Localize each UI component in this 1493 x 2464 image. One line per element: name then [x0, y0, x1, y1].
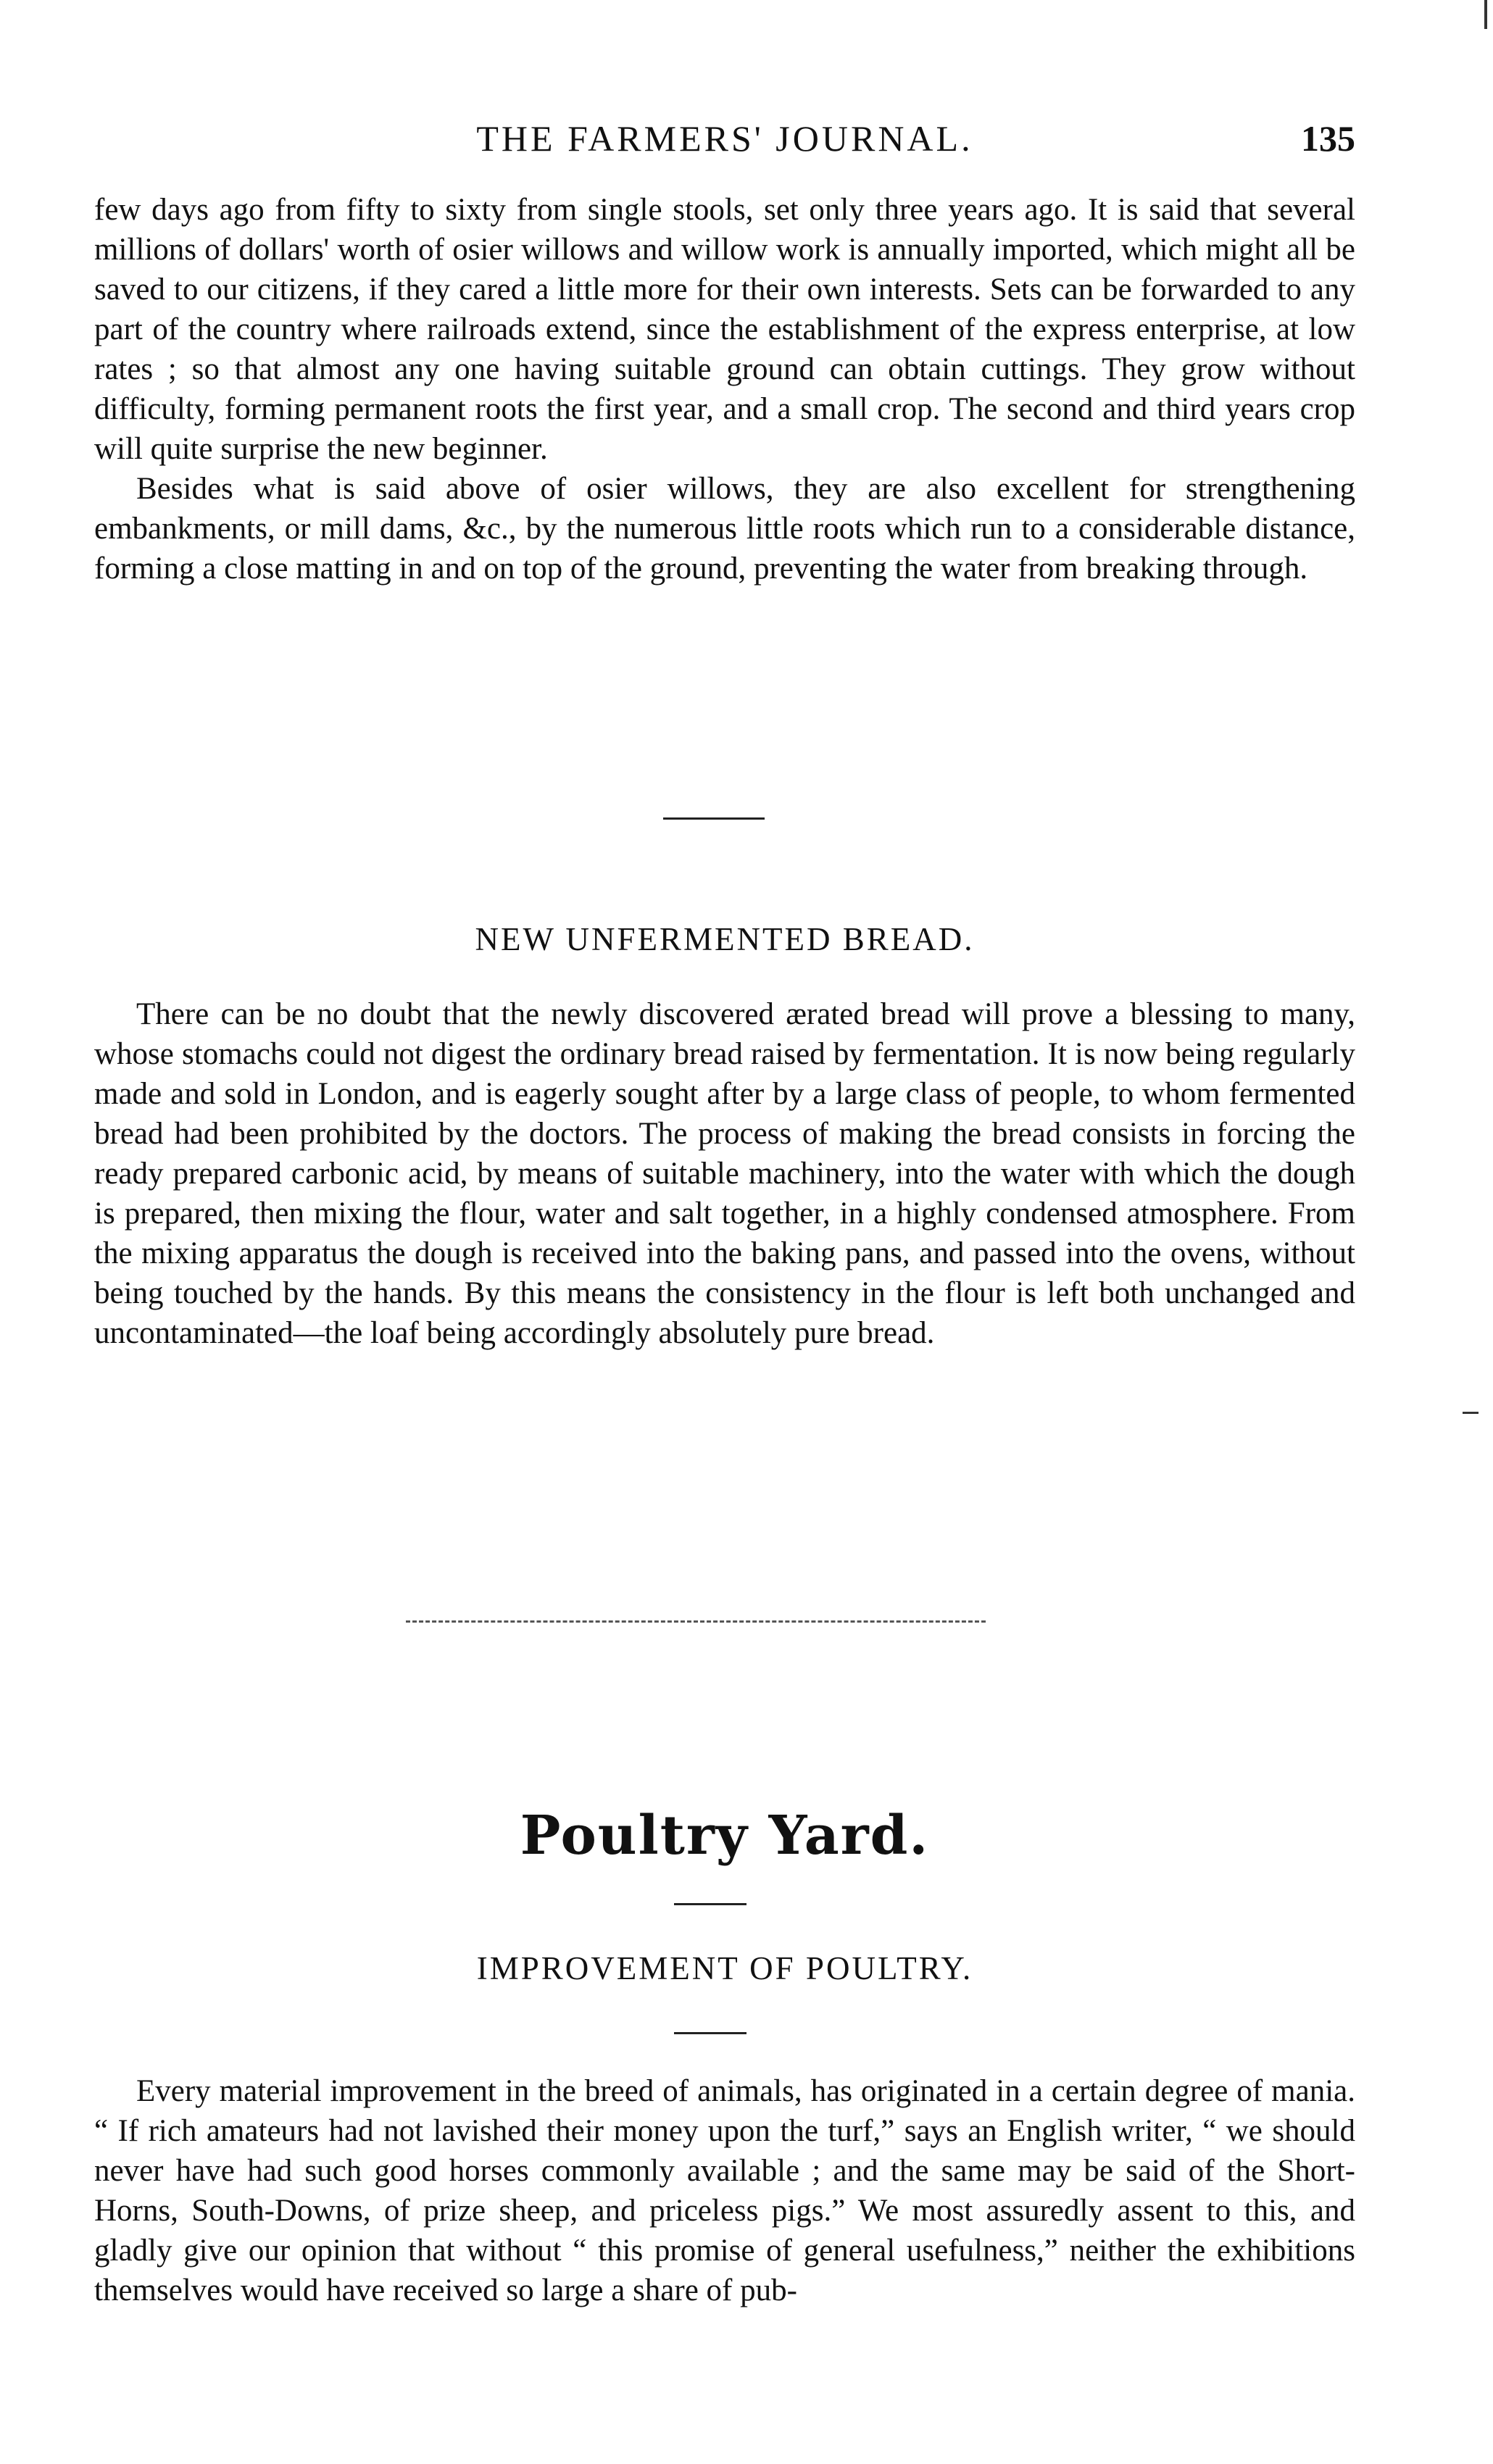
page-header	[94, 109, 1355, 167]
paragraph: There can be no doubt that the newly discovered ærated bread will prove a blessing to many, whose stomachs could not digest the ordinary bread raised by fermentation. It is now being regularly made and sold in London, and is eagerly sought after by a large class of people, to whom fermented bread had been prohibited by the doctors. The process of making the bread consists in forcing the ready prepared carbonic acid, by means of suitable machinery, into the water with which the dough is prepared, then mixing the flour, water and salt together, in a highly condensed atmosphere. From the mixing apparatus the dough is received into the baking pans, and passed into the ovens, without being touched by the hands. By this means the consistency in the flour is left both unchanged and uncontaminated—the loaf being accordingly absolutely pure bread.	[94, 997, 1355, 1350]
paragraph: few days ago from fifty to sixty from single stools, set only three years ago. It is said that several millions of dollars' worth of osier willows and willow work is annually imported, which might all be saved to our citizens, if they cared a little more for their own interests. Sets can be forwarded to any part of the country where railroads extend, since the establishment of the express enterprise, at low rates ; so that almost any one having suitable ground can obtain cuttings. They grow without difficulty, forming permanent roots the first year, and a small crop. The second and third years crop will quite surprise the new beginner.	[94, 193, 1355, 466]
running-title: THE FARMERS' JOURNAL.	[476, 118, 973, 159]
paragraph: Every material improvement in the breed of animals, has originated in a certain degree of mania. “ If rich amateurs had not lavished their money upon the turf,” says an English writer, “ we should never have had such good horses commonly available ; and the same may be said of the Short-Horns, South-Downs, of prize sheep, and priceless pigs.” We most assuredly assent to this, and gladly give our opinion that without “ this promise of general usefulness,” neither the exhibitions themselves would have received so large a share of pub-	[94, 2074, 1355, 2307]
paragraph: Besides what is said above of osier willows, they are also excellent for strengthening embankments, or mill dams, &c., by the numerous little roots which run to a considerable distance, forming a close matting in and on top of the ground, preventing the water from breaking through.	[94, 472, 1355, 586]
page-number: 135	[1301, 118, 1355, 159]
department-heading: Poultry Yard.	[520, 1805, 930, 1867]
scan-margin-tick	[1463, 1412, 1479, 1414]
poultry-article-title: IMPROVEMENT OF POULTRY.	[476, 1950, 973, 1986]
section-divider-dotted	[406, 1620, 986, 1623]
bread-article-title: NEW UNFERMENTED BREAD.	[475, 921, 975, 957]
poultry-article	[94, 2071, 1355, 2310]
title-rule	[674, 2032, 746, 2034]
scan-edge-mark	[1484, 0, 1487, 29]
section-divider	[663, 817, 765, 820]
bread-article	[94, 994, 1355, 1353]
heading-rule	[674, 1903, 746, 1905]
osier-willow-article	[94, 190, 1355, 588]
